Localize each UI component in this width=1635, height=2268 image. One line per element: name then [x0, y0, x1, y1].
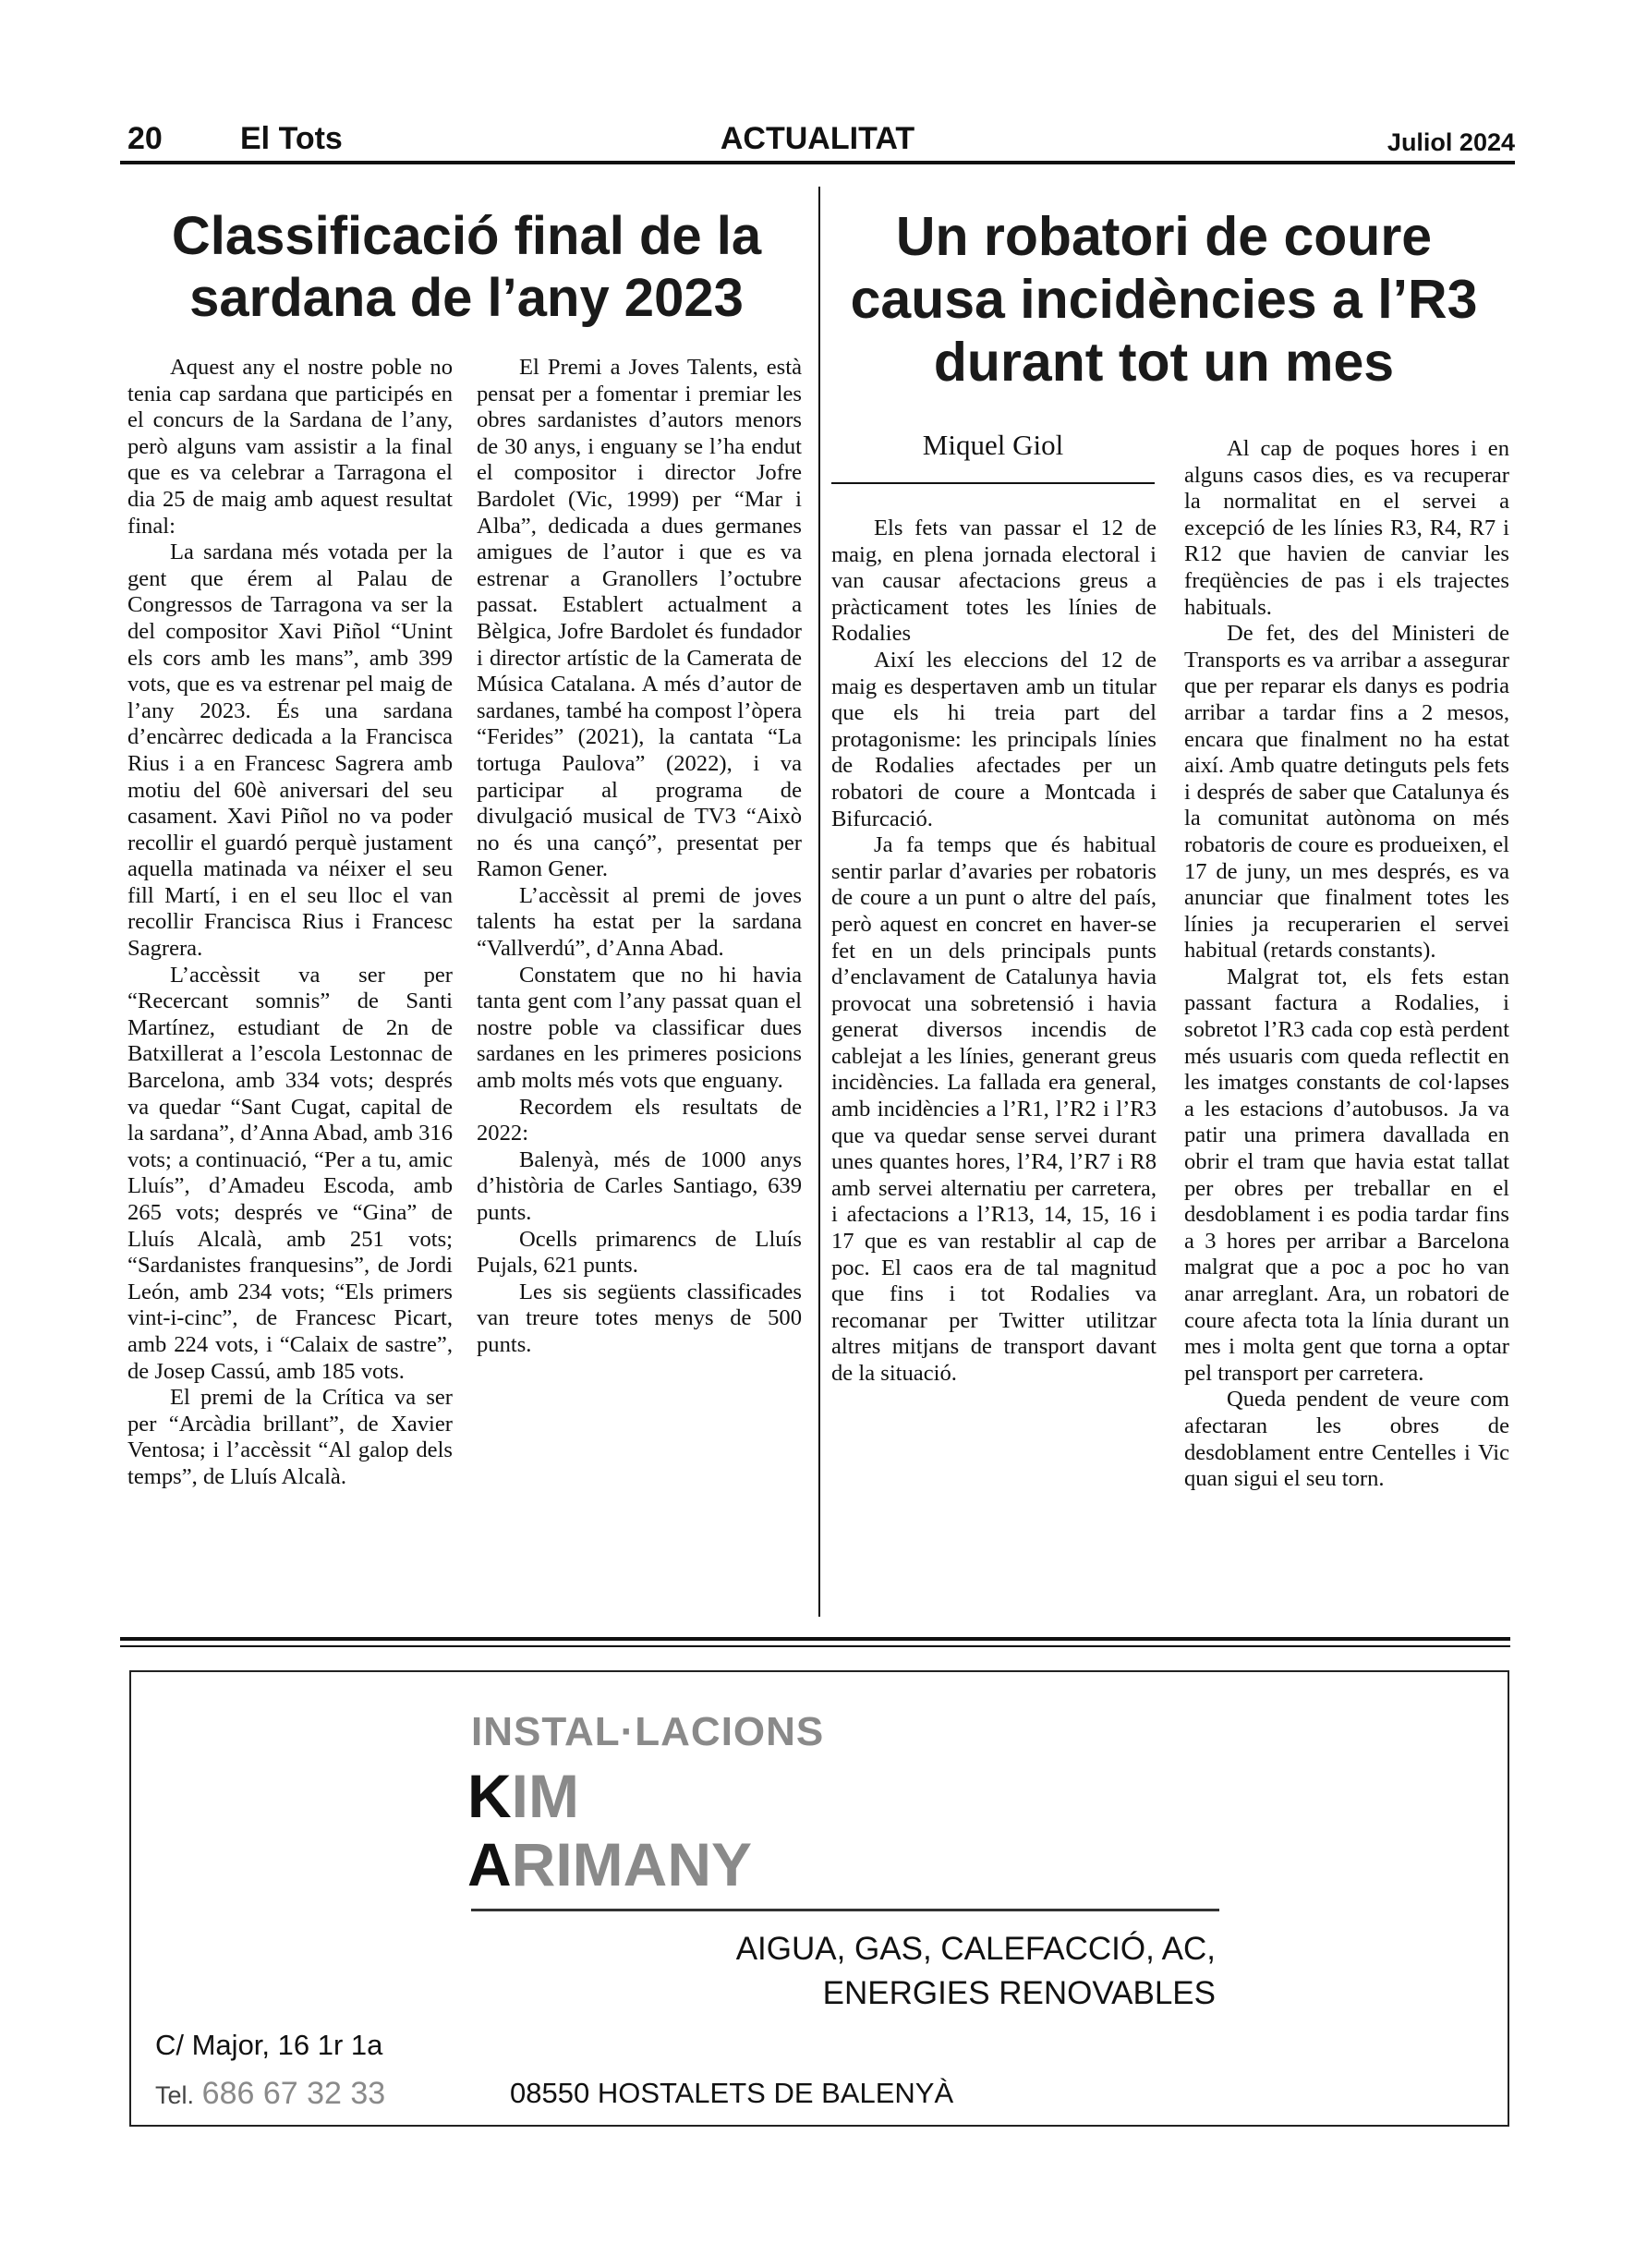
- article2-column-1: [831, 515, 1157, 1388]
- byline-divider: [831, 482, 1155, 484]
- ad-company-name-last: [467, 1829, 752, 1899]
- article1-headline-line2: sardana de l’any 2023: [189, 268, 744, 328]
- article2-headline-line1: Un robatori de coure: [895, 206, 1433, 267]
- ad-name1-rest: IM: [511, 1762, 579, 1830]
- section-divider-thin: [120, 1645, 1510, 1647]
- article1-paragraph: La sardana més votada per la gent que érem al Palau de Congressos de Tarragona va ser la del compositor Xavi Piñol “Unint els cors amb les mans”, amb 399 vots, que es va estrenar pel maig de l’any 2023. És una sardana d’encàrrec dedicada a la Francisca Rius i a en Francesc Sagrera amb motiu del 60è aniversari del seu casament. Xavi Piñol no va poder recollir el guardó perquè justament aquella matinada va néixer el seu fill Martí, i en el seu lloc el van recollir Francisca Rius i Francesc Sagrera.: [127, 540, 453, 962]
- article1-column-1: [127, 355, 453, 1491]
- article2-headline-line3: durant tot un mes: [933, 332, 1395, 393]
- article2-paragraph: Queda pendent de veure com afectaran les obres de desdoblament entre Centelles i Vic quan sigui el seu torn.: [1184, 1387, 1509, 1492]
- ad-name2-rest: RIMANY: [511, 1830, 752, 1898]
- ad-phone: [155, 2075, 385, 2114]
- page-header: [120, 118, 1515, 164]
- article1-paragraph: Les sis següents classificades van treure totes menys de 500 punts.: [477, 1279, 802, 1357]
- article1-paragraph: El Premi a Joves Talents, està pensat per a fomentar i premiar les obres sardanistes d’autors menors de 30 anys, i enguany se l’ha endut el compositor i director Jofre Bardolet (Vic, 1999) per “Mar i Alba”, dedicada a dues germanes amigues de l’autor i que es va estrenar a Granollers l’octubre passat. Establert actualment a Bèlgica, Jofre Bardolet és fundador i director artístic de la Camerata de Música Catalana. A més d’autor de sardanes, també ha compost l’òpera “Ferides” (2021), la cantata “La tortuga Paulova” (2022), i va participar al programa de divulgació musical de TV3 “Això no és una cançó”, presentat per Ramon Gener.: [477, 355, 802, 882]
- article1-paragraph: L’accèssit va ser per “Recercant somnis” de Santi Martínez, estudiant de 2n de Batxillerat a l’escola Lestonnac de Barcelona, amb 334 vots; després va quedar “Sant Cugat, capital de la sardana”, d’Anna Abad, amb 316 vots; a continuació, “Per a tu, amic Lluís”, d’Amadeu Escoda, amb 265 vots; després ve “Gina” de Lluís Alcalà, amb 251 vots; “Sardanistes franquesins”, de Jordi León, amb 234 vots; “Els primers vint-i-cinc”, de Francesc Picart, amb 224 vots, i “Calaix de sastre”, de Josep Cassú, amb 185 vots.: [127, 962, 453, 1384]
- section-divider: [120, 1637, 1510, 1641]
- article2-headline-line2: causa incidències a l’R3: [850, 269, 1478, 330]
- article1-paragraph: L’accèssit al premi de joves talents ha estat per la sardana “Vallverdú”, d’Anna Abad.: [477, 882, 802, 962]
- article2-paragraph: De fet, des del Ministeri de Transports es va arribar a assegurar que per reparar els danys es podria arribar a tardar fins a 2 mesos, encara que finalment no ha estat així. Amb quatre detinguts pels fets i després de saber que Catalunya és la comunitat autònoma on més robatoris de coure es produeixen, el 17 de juny, un mes després, es va anunciar que finalment totes les línies ja recuperarien el servei habitual (retards constants).: [1184, 621, 1509, 964]
- article1-paragraph: Ocells primarencs de Lluís Pujals, 621 punts.: [477, 1226, 802, 1279]
- article2-column-2: [1184, 436, 1509, 1493]
- ad-town: 08550 HOSTALETS DE BALENYÀ: [510, 2077, 954, 2109]
- article2-paragraph: Els fets van passar el 12 de maig, en plena jornada electoral i van causar afectacions greus a pràcticament totes les línies de Rodalies: [831, 515, 1157, 647]
- issue-date: Juliol 2024: [1387, 128, 1515, 156]
- ad-address: C/ Major, 16 1r 1a: [155, 2029, 383, 2061]
- ad-name2-initial: A: [467, 1830, 512, 1898]
- article2-paragraph: Ja fa temps que és habitual sentir parlar d’avaries per robatoris de coure a un punt o altre del país, però aquest en concret en haver-se fet en un dels principals punts d’enclavament de Catalunya havia provocat una sobretensió i havia generat diversos incendis de cablejat a les línies, generant greus incidències. La fallada era general, amb incidències a l’R1, l’R2 i l’R3 que va quedar sense servei durant unes quantes hores, l’R4, l’R7 i R8 amb servei alternatiu per carretera, i afectacions a l’R13, 14, 15, 16 i 17 que es van restablir al cap de poc. El caos era de tal magnitud que fins i tot Rodalies va recomanar per Twitter utilitzar altres mitjans de transport davant de la situació.: [831, 832, 1157, 1386]
- article1-paragraph: Constatem que no hi havia tanta gent com l’any passat quan el nostre poble va classificar dues sardanes en les primeres posicions amb molts més vots que enguany.: [477, 962, 802, 1094]
- ad-kicker: INSTAL·LACIONS: [471, 1709, 825, 1754]
- ad-phone-label: Tel.: [155, 2081, 195, 2109]
- publication-name: El Tots: [240, 121, 343, 156]
- article1-paragraph: El premi de la Crítica va ser per “Arcàdia brillant”, de Xavier Ventosa; i l’accèssit “Al galop dels temps”, de Lluís Alcalà.: [127, 1385, 453, 1489]
- article2-paragraph: Així les eleccions del 12 de maig es despertaven amb un titular que els hi treia part del protagonisme: les principals línies de Rodalies afectades per un robatori de coure a Montcada i Bifurcació.: [831, 647, 1157, 831]
- article2-paragraph: Malgrat tot, els fets estan passant factura a Rodalies, i sobretot l’R3 cada cop està perdent més usuaris com queda reflectit en les imatges constants de col·lapses a les estacions d’autobusos. Ja va patir una primera davallada en obrir el tram que havia estat tallat per obres per treballar en el desdoblament i es podia tardar fins a 3 hores per arribar a Barcelona malgrat que a poc a poc ho van anar arreglant. Ara, un robatori de coure afecta tota la línia durant un mes i molta gent que torna a optar pel transport per carretera.: [1184, 964, 1509, 1386]
- ad-services-line2: ENERGIES RENOVABLES: [822, 1975, 1216, 2011]
- article2-byline: Miquel Giol: [922, 429, 1064, 461]
- article1-headline: [129, 205, 804, 329]
- ad-services-line1: AIGUA, GAS, CALEFACCIÓ, AC,: [735, 1931, 1216, 1967]
- article1-headline-line1: Classificació final de la: [171, 206, 762, 266]
- column-divider: [818, 187, 820, 1617]
- ad-phone-number: 686 67 32 33: [201, 2076, 386, 2111]
- article1-column-2: [477, 355, 802, 1359]
- article1-paragraph: Balenyà, més de 1000 anys d’història de Carles Santiago, 639 punts.: [477, 1146, 802, 1225]
- article1-paragraph: Aquest any el nostre poble no tenia cap sardana que participés en el concurs de la Sardana de l’any, però alguns vam assistir a la final que es va celebrar a Tarragona el dia 25 de maig amb aquest resultat final:: [127, 355, 453, 539]
- article2-headline: [822, 205, 1506, 394]
- article2-paragraph: Al cap de poques hores i en alguns casos dies, es va recuperar la normalitat en el servei a excepció de les línies R3, R4, R7 i R12 que havien de canviar les freqüències de pas i els trajectes habituals.: [1184, 436, 1509, 620]
- ad-name1-initial: K: [467, 1762, 512, 1830]
- page-number: 20: [127, 121, 163, 156]
- ad-divider: [471, 1909, 1219, 1911]
- advertisement: [129, 1670, 1509, 2127]
- article1-paragraph: Recordem els resultats de 2022:: [477, 1094, 802, 1146]
- section-title: ACTUALITAT: [720, 121, 915, 156]
- ad-company-name-first: [467, 1761, 579, 1831]
